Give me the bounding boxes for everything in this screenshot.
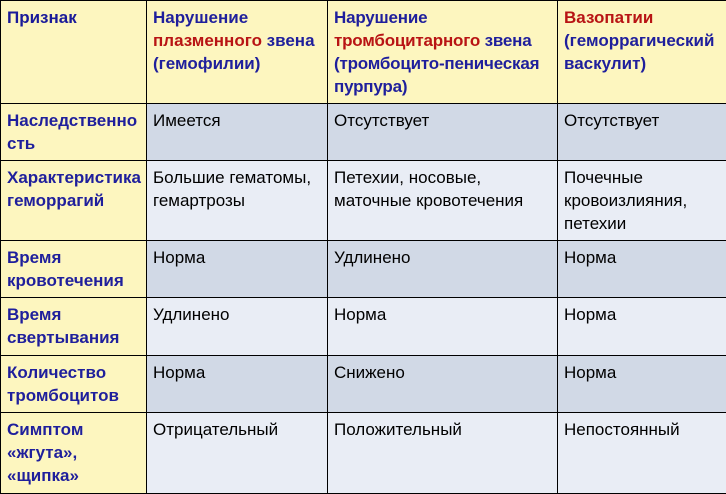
header-plasma-accent: плазменного bbox=[153, 31, 262, 50]
table-row-hemorrhage bbox=[1, 161, 726, 241]
cell-plasma: Имеется bbox=[147, 104, 328, 161]
header-plasma-line2: звена bbox=[262, 31, 315, 50]
cell-platelet: Петехии, носовые, маточные кровотечения bbox=[328, 161, 558, 241]
header-vasopathy bbox=[558, 1, 726, 104]
row-label: Время свертывания bbox=[1, 298, 147, 356]
header-vasopathy-line1: Вазопатии bbox=[564, 8, 653, 27]
header-vasopathy-line3: васкулит) bbox=[564, 54, 646, 73]
cell-plasma: Норма bbox=[147, 356, 328, 413]
cell-plasma: Отрицательный bbox=[147, 413, 328, 494]
cell-platelet: Норма bbox=[328, 298, 558, 356]
cell-vasopathy: Непостоянный bbox=[558, 413, 726, 494]
header-platelet bbox=[328, 1, 558, 104]
cell-plasma: Норма bbox=[147, 241, 328, 298]
header-platelet-line3: (тромбоцито-пеническая bbox=[334, 54, 539, 73]
header-plasma-line1: Нарушение bbox=[153, 8, 248, 27]
table-row-clotting-time bbox=[1, 298, 726, 356]
header-platelet-line4: пурпура) bbox=[334, 77, 407, 96]
cell-vasopathy: Норма bbox=[558, 241, 726, 298]
header-platelet-line2: звена bbox=[480, 31, 531, 50]
row-label: Симптом «жгута», «щипка» bbox=[1, 413, 147, 494]
cell-platelet: Удлинено bbox=[328, 241, 558, 298]
cell-plasma: Большие гематомы, гемартрозы bbox=[147, 161, 328, 241]
table-row-platelet-count bbox=[1, 356, 726, 413]
cell-plasma: Удлинено bbox=[147, 298, 328, 356]
row-label: Количество тромбоцитов bbox=[1, 356, 147, 413]
table-row-tourniquet bbox=[1, 413, 726, 494]
cell-platelet: Отсутствует bbox=[328, 104, 558, 161]
table-row-heredity bbox=[1, 104, 726, 161]
header-row bbox=[1, 1, 726, 104]
row-label: Наследственно сть bbox=[1, 104, 147, 161]
header-sign: Признак bbox=[1, 1, 147, 104]
cell-vasopathy: Отсутствует bbox=[558, 104, 726, 161]
cell-vasopathy: Почечные кровоизлияния, петехии bbox=[558, 161, 726, 241]
cell-platelet: Положительный bbox=[328, 413, 558, 494]
row-label: Время кровотечения bbox=[1, 241, 147, 298]
header-vasopathy-line2: (геморрагический bbox=[564, 31, 714, 50]
row-label: Характеристика геморрагий bbox=[1, 161, 147, 241]
header-platelet-line1: Нарушение bbox=[334, 8, 427, 27]
cell-vasopathy: Норма bbox=[558, 298, 726, 356]
cell-vasopathy: Норма bbox=[558, 356, 726, 413]
header-plasma bbox=[147, 1, 328, 104]
header-plasma-line3: (гемофилии) bbox=[153, 54, 260, 73]
header-platelet-accent: тромбоцитарного bbox=[334, 31, 480, 50]
table-row-bleeding-time bbox=[1, 241, 726, 298]
cell-platelet: Снижено bbox=[328, 356, 558, 413]
